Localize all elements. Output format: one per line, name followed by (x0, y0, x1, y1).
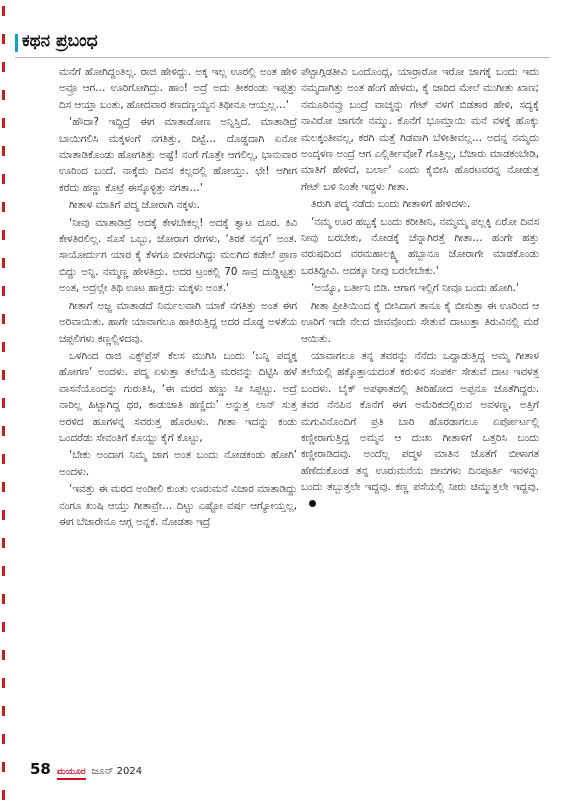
paragraph: ‘ನಮ್ಮ ಊರ ಹಬ್ಬಕ್ಕೆ ಬಂದು ಕರೀತೀನಿ, ನಮ್ಮಮ್ಮ ಪಲ್ಲಕ್ಕಿ ಏರೋ ದಿವಸ ನೀವು ಬರಬೇಕು, ನೋಡಕ್ಕೆ ಚೆನ್ನಾಗಿರತ್ತೆ ಗೀತಾ… ಹಂಗೇ ಹತ್ತು ವರುಷದಿಂದ ವರಮಹಾಲಕ್ಷ್ಮಿ ಹಬ್ಬಾನೂ ಜೋರಾಗೇ ಮಾಡಕೊಂಡು ಬರತಿದ್ದೀವಿ. ಅದಕ್ಕೂ ನೀವು ಬರಲೇಬೇಕು.' (301, 215, 539, 277)
end-of-article-icon (309, 500, 316, 507)
paragraph: ಗೀತಾಗೆ ಅಜ್ಜ ಮಾತಾಡದೆ ನಿರ್ಮಲವಾಗಿ ಯಾಕೆ ನಗತಿತ್ತು ಅಂತ ಈಗ ಅರಿವಾಯಿತು. ಹಾಗೇ ಯಾವಾಗಲೂ ಹಾಕಿರುತ್ತಿದ್ದ ಅದರ ದೊಡ್ಡ ಅಳತೆಯ ಚಪ್ಪಲಿಗಳು ಕಣ್ಣಲ್ಲಿಳಿದವು. (59, 299, 297, 345)
article-column-left (59, 64, 297, 732)
paragraph: ಪೆಟ್ಟಾಗ್ಗಿಡತೀವಿ ಒಂದೊಂದ್ಲ, ಯಾರ್ರಾರೋ ಇರೋ ಜಾಗಕ್ಕೆ ಬಂದು ಇದು ನಮ್ಮದಾಗಿತ್ತು ಅಂತ ಹೆಂಗೆ ಹೇಳದು, ಕೈ ಜಾರಿದ ಮೇಲೆ ಮುಗೀತು ಖಾಣ; ನಮೂರಿನವ್ರು ಬಂದ್ರೆ ವಾಚ್ಮನ್ನು ಗೇಟ್ ವಳಗೆ ಬಿಡತಾರ ಹೇಳಿ, ಸದ್ಯಕ್ಕೆ ನಾವಿರೋ ಜಾಗನೇ ನಮ್ಮು. ಕೊನೆಗೆ ಭೂಮ್ತಾಯಿ ಮನೆ ವಳಕ್ಕೆ ಹೊಕ್ಕು ಮಲಕ್ಕಂತೀವಲ್ಲ, ಕರಗಿ ಮತ್ತೆ ಗಿಡವಾಗಿ ಬೆಳೀತೀವಲ್ಲ… ಅದನ್ನ ನಮ್ಮದು ಅಂದ್ಕಳಣ ಅಂದ್ರೆ ಆಗ ಎಲ್ಲಿರ್ತೀವೋ? ಗೊತ್ತಿಲ್ಲ, ಬೆಜಾರು ಮಾಡಕಂಬೇಡಿ, ಮಾತಿಗೆ ಹೇಳಿದೆ, ಬರ್ಲಾ' ಎಂದು ಕೈಬೀಸಿ ಹೊರಟವರನ್ನ ನೋಡುತ್ತ ಗೇಟ್ ಬಳಿ ನಿಂತೇ ಇದ್ದಳು ಗೀತಾ. (301, 66, 539, 193)
paragraph: ತಿರುಗಿ ಪದ್ಮ ನಡೆದು ಬಂದು ಗೀತಾಳಿಗೆ ಹೇಳಿದಳು. (311, 198, 471, 211)
section-accent-bar (15, 34, 18, 52)
issue-date: ಜೂನ್ 2024 (91, 766, 143, 777)
paragraph: ‘ಇವತ್ತು ಈ ಮರದ ಅಂಡೀಲಿ ಕುಂತು ಊರುಮನೆ ವಿಚಾರ ಮಾತಾಡಿದ್ದು ನಂಗೂ ಖುಷಿ ಆಯ್ತು ಗೀತಾವ್ರೇ… ದಿಟ್ಟು ಎಷ್ಟೋ ವರ್ಷ ಆಗ್ಯೋಯ್ತಲ್ಲ, ಈಗ ಬೆಜಾರೇನೂ ಆಗ್ಲ ಅನ್ನಕೆ. ನೋಡತಾ ಇದ್ರೆ (59, 483, 297, 528)
header-divider (15, 57, 550, 58)
paragraph: ‘ಹೌದಾ? ಇದ್ದಿದ್ರೆ ಈಗ ಮಾತಾಡೋಣ ಅನ್ನಿಸ್ತಿದೆ. ಮಾತಾಡಿದ್ರೆ ಬಾಯಿಗಲಿಸಿ ಮಕ್ಕಳಂಗೆ ನಗತಿತ್ತು, ದಿಟ್ಟೆ… ದೊಡ್ಡದಾಗಿ ಏನೋ ಮಾತಾಡಿಕೊಂಡು ಹೋಗತಿತ್ತು ಅಷ್ಟೆ! ನಂಗೆ ಗೊತ್ತೇ ಆಗಲಿಲ್ಲ, ಭಾನುವಾರ ಊರಿಂದ ಬಂದೆ. ನಾಕ್ಕೆದು ದಿವಸ ಕಲ್ಲದಲ್ಲಿ ಹೋಯ್ತು. ಛೇ! ಆಗೀಗ ಕರೆದು ಹಣ್ಣು ಕೊಟ್ರೆ ಈಸ್ಕೊಳ್ಳಿತ್ತು ನಗತಾ…' (59, 116, 297, 194)
article-column-right (301, 64, 539, 732)
magazine-logo: ಮಯೂರ (57, 767, 86, 780)
page-number: 58 (30, 760, 51, 778)
paragraph: ಒಳಗಿಂದ ರಾಜಿ ಎಕ್ಸ್‌ಪ್ರೆಸ್ ಕೆಲಸ ಮುಗಿಸಿ ಬಂದು ‘ಬನ್ನಿ ಪದ್ಮಕ್ಕ ಹೋಗಣ’ ಅಂದಳು. ಪದ್ಮ ಏಳುತ್ತಾ ತಲೆಯೆತ್ತಿ ಮರವನ್ನು ದಿಟ್ಟಿಸಿ ಹಳೆ ವಾಸನೆಯೊಂದನ್ನು ಗುರುತಿಸಿ, ‘ಈ ಮರದ ಹಣ್ಣು ಸೀ ಸಿಪ್ಪಟ್ಟು. ಅದ್ರೆ ನಾರಿಲ್ಲ ಹಿಟ್ಟಾಗಿದ್ದ ಥರ, ಕಾಡುಜಾತಿ ಹಣ್ಣಿದು’ ಅನ್ನುತ್ತ ಲಾನ್ ಸುತ್ತ ಅರಳಿದ ಹೂಗಳನ್ನ ಸವರುತ್ತ ಹೊರಟಳು. ಗೀತಾ ಇದನ್ನು ಕಂಡು ಒಂದರೆಡು ಸೇವಂತಿಗೆ ಕೊಯ್ದು ಕೈಗೆ ಕೊಟ್ಟು, (59, 349, 297, 444)
page-footer (30, 760, 142, 780)
paragraph: ಗೀತಾಳ ಮಾತಿಗೆ ಪದ್ಮ ಜೋರಾಗಿ ನಕ್ಕಳು. (69, 199, 200, 212)
paragraph: ‘ಅಯ್ಯೊ, ಬರ್ತೀನಿ ಬಿಡಿ. ಆಗಾಗ ಇಲ್ಲಿಗೆ ನೀವೂ ಬಂದು ಹೋಗಿ.' (311, 282, 519, 295)
section-title: ಕಥನ ಪ್ರಬಂಧ (22, 31, 98, 51)
crop-marks (2, 0, 6, 800)
paragraph: ‘ನೀವು ಮಾತಾಡಿದ್ರೆ ಅದಕ್ಕೆ ಕೇಳಬೇಕಲ್ಲ! ಅದಕ್ಕೆ ತ್ವಾಟ ದೂರ. ಕಿವಿ ಕೇಳತಿರಲಿಲ್ಲ. ಸೊಸೆ ಒಬ್ಬು, ಜೋರಾಗ ರೇಗಳು, ‘ತಿರಕೆ ನನ್ನಗ’ ಅಂತ. ಸಾಯೋರ್ದುಗ ಯಾರ ಕೈ ಕೆಳಗೂ ಬೀಳದಂಗಿದ್ದು ಮಲಗಿದ ಕಡೇಲೆ ಪ್ರಾಣ ಬಿದ್ದು ಅನ್ನಿ. ನಮ್ಮಣ್ಣ ಹೇಳತಿದ್ರು. ಅದರ ಟ್ರಂಕಲ್ಲಿ 70 ಸಾವ್ರ ದುಡ್ಡಿಟ್ಟತ್ತು ಅಂತ, ಅದ್ರಲ್ಲೇ ತಿಥಿ ಊಟ ಹಾಕ್ತಿದ್ರು ಮಕ್ಕಳು ಅಂತ.' (59, 216, 297, 295)
paragraph-text: ಯಾವಾಗಲೂ ತನ್ನ ತವರನ್ನು ನೆನೆದು ಒದ್ದಾಡುತ್ತಿದ್ದ ಅಮ್ಮ ಗೀತಾಳ ತಲೆಯಲ್ಲಿ ಹಕ್ಕೊತ್ತಾಯದಂತೆ ಕರುಳಿನ ಸಂಪರ್ಕ ಸೇತುವೆ ದಾಟ ಇವಳತ್ತ ಬಂದಳು. ಬೈಕ್ ಅಪಘಾತದಲ್ಲಿ ತೀರಿಹೋದ ಅಪ್ಪನೂ ಜೊತೆಗಿದ್ದರು. ತವರ ನೆನಪಿನ ಕೊನೆಗೆ ಈಗ ಅಮೆರಿಕದಲ್ಲಿರುವ ಅವಳಣ್ಣ, ಅತ್ತಿಗೆ ಮಗುವಿನೊಂದಿಗೆ ಪ್ರತಿ ಬಾರಿ ಹೊರಡಾಗಲೂ ಏರ್ಪೋರ್ಟಲ್ಲಿ ಕಣ್ಣೀರಾಗುತ್ತಿದ್ದ ಅಮ್ಮನ ಆ ದುಃಖ ಗೀತಾಳಿಗೆ ಒತ್ತರಿಸಿ ಬಂದು ಕಣ್ಣೀರಾಡಿದವು. ಅಂದೆಲ್ಲ ಪದ್ಮಳ ಮಾತಿನ ಜೊತೆಗೆ ಬೀಳಾಗತ ಹೆಣೆದುಕೊಂಡ ತನ್ನ ಊರುಮನೆಯ ಜೀವಗಳು ದಿನಪೂರ್ತಿ ಇವಳನ್ನು ಬಂದು ತಬ್ಬುತ್ತಲೇ ಇದ್ದವು. ಕಣ್ಣ ಪಸೆಯಲ್ಲಿ ನೀರು ಚಿಮ್ಮುತ್ತಲೇ ಇದ್ದವು. (301, 349, 539, 494)
paragraph: ಮನೆಗೆ ಹೋಗಿದ್ದಂತಿಲ್ಲ. ರಾಜಿ ಹೇಳಿದ್ದು. ಅಕ್ಕ ಇಲ್ಲ ಊರಲ್ಲಿ ಅಂತ ಹೇಳಿ ಅವ್ರೂ ಆಗ… ಊರಿಗೋಗಿದ್ರು. ಹಾಂ! ಅದ್ರೆ ಅದು ತೀಕರಂಡು ಇಪ್ಪತ್ತು ದಿಸ ಆಯ್ತಾ ಬಂತು, ಹೋದವಾರ ಕಣದಣ್ಣಯ್ಯನ ತಿಥೀನೂ ಆಯ್ತಲ್ಲ…' (59, 66, 297, 111)
paragraph: ‘ಬೇಕು ಅಂದಾಗ ನಿಮ್ಮ ಜಾಗ ಅಂತ ಬಂದು ನೋಡಕಂಡು ಹೋಗಿ’ ಅಂದಳು. (59, 449, 297, 478)
paragraph: ಗೀತಾ ಪ್ರೀತಿಯಿಂದ ಕೈ ಬೀಸಿದಾಗ ತಾನೂ ಕೈ ಬೀಸುತ್ತಾ ಈ ಊರಿಂದ ಆ ಊರಿಗೆ ಇದೇ ನೆಲದ ಜೀವವೊಂದು ಸೇತುವೆ ದಾಟುತ್ತಾ ತಿರುವಿನಲ್ಲಿ ಮರೆ ಆಯಿತು. (301, 299, 539, 345)
paragraph (301, 348, 539, 512)
